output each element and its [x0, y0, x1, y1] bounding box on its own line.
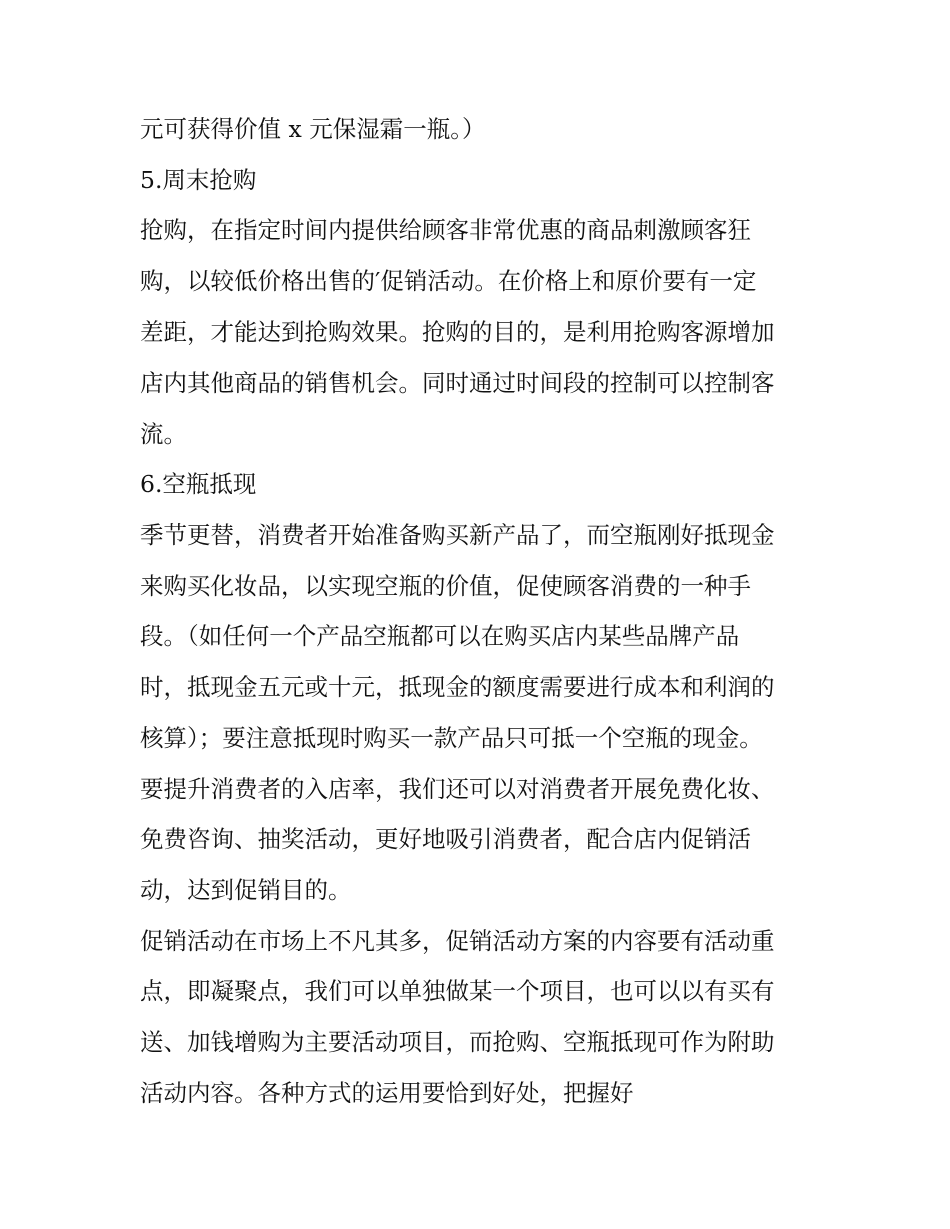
- text-line: 差距，才能达到抢购效果。抢购的目的，是利用抢购客源增加: [140, 318, 775, 346]
- text-line: 购，以较低价格出售的′促销活动。在价格上和原价要有一定: [140, 267, 757, 295]
- section-heading: 6.空瓶抵现: [140, 470, 257, 498]
- text-line: 免费咨询、抽奖活动，更好地吸引消费者，配合店内促销活: [140, 825, 751, 853]
- text-line: 来购买化妆品，以实现空瓶的价值，促使顾客消费的一种手: [140, 572, 751, 600]
- section-heading: 5.周末抢购: [140, 166, 257, 194]
- text-line: 核算）；要注意抵现时购买一款产品只可抵一个空瓶的现金。: [140, 724, 763, 752]
- text-line: 促销活动在市场上不凡其多，促销活动方案的内容要有活动重: [140, 927, 775, 955]
- text-line: 季节更替，消费者开始准备购买新产品了，而空瓶刚好抵现金: [140, 521, 775, 549]
- text-line: 元可获得价值 x 元保湿霜一瓶。）: [140, 115, 486, 143]
- text-line: 动，达到促销目的。: [140, 876, 352, 904]
- text-line: 流。: [140, 420, 187, 448]
- text-line: 送、加钱增购为主要活动项目，而抢购、空瓶抵现可作为附助: [140, 1028, 775, 1056]
- text-line: 抢购，在指定时间内提供给顾客非常优惠的商品刺激顾客狂: [140, 216, 751, 244]
- text-line: 点，即凝聚点，我们可以单独做某一个项目，也可以以有买有: [140, 977, 775, 1005]
- text-line: 要提升消费者的入店率，我们还可以对消费者开展免费化妆、: [140, 775, 775, 803]
- text-line: 段。（如任何一个产品空瓶都可以在购买店内某些品牌产品: [140, 622, 740, 650]
- text-line: 时，抵现金五元或十元，抵现金的额度需要进行成本和利润的: [140, 673, 775, 701]
- text-line: 活动内容。各种方式的运用要恰到好处，把握好: [140, 1079, 634, 1107]
- text-line: 店内其他商品的销售机会。同时通过时间段的控制可以控制客: [140, 369, 775, 397]
